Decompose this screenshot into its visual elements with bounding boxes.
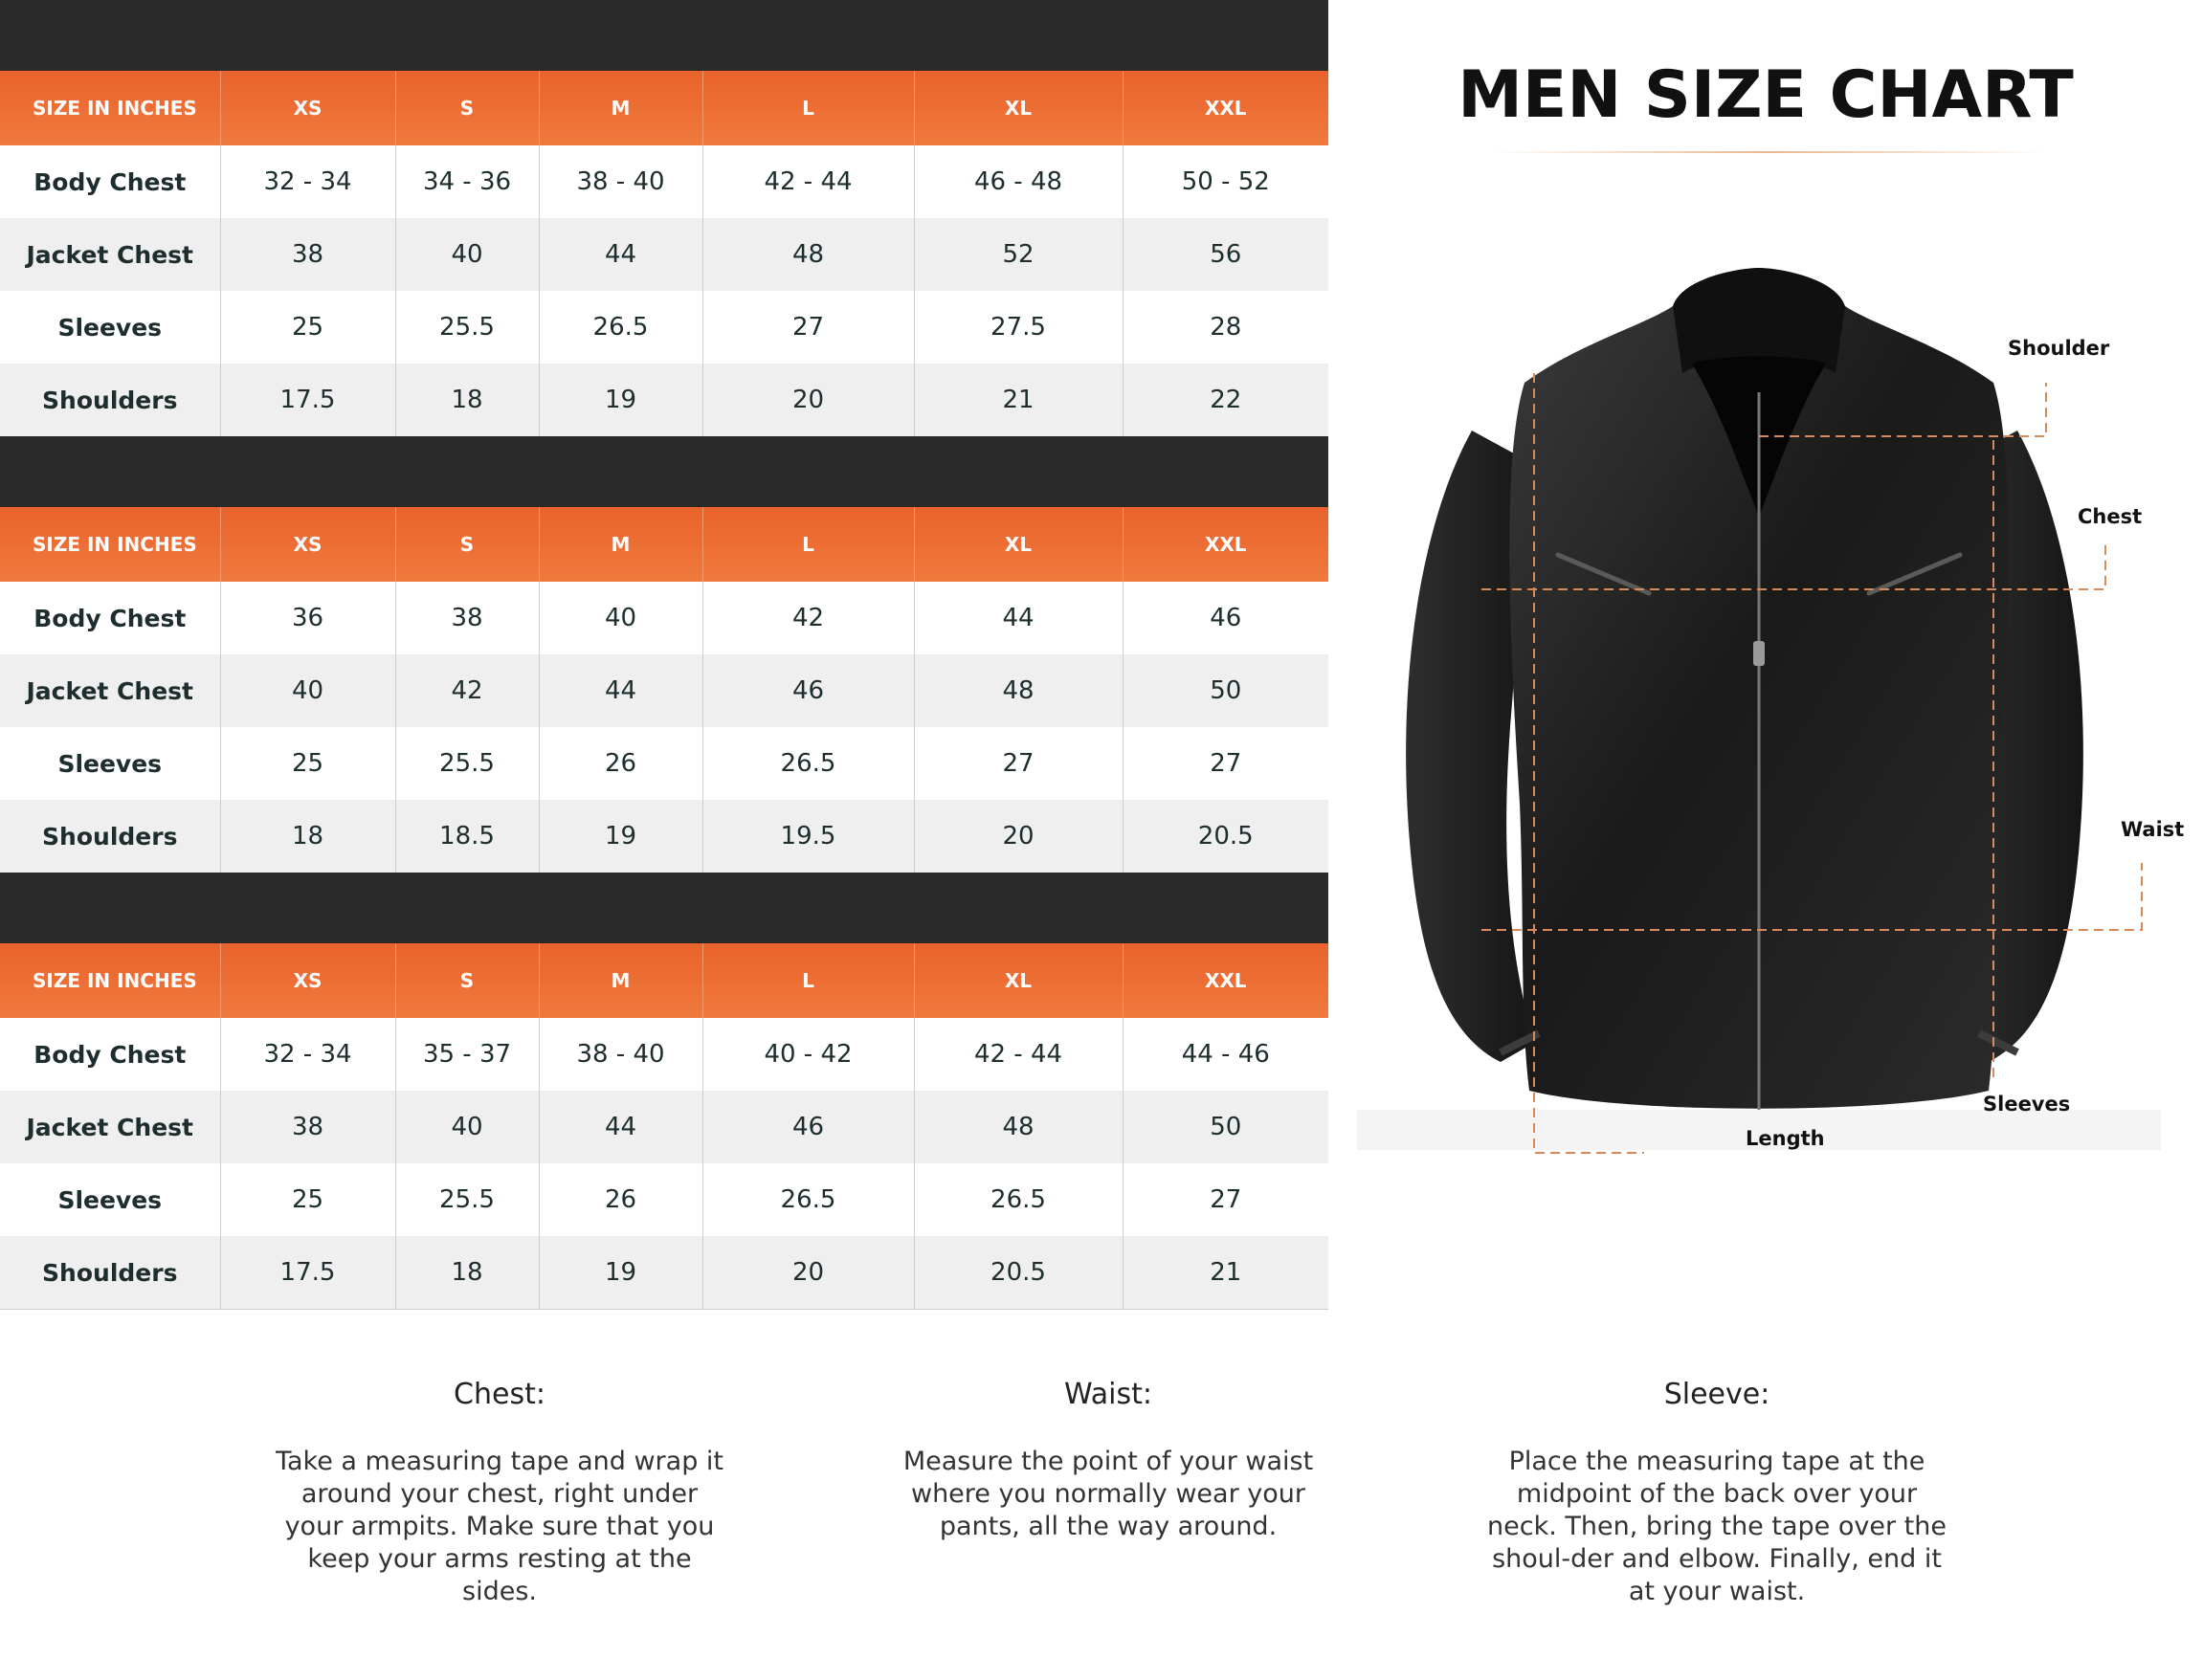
size-header: S (395, 943, 539, 1018)
tip-chest (270, 1378, 729, 1608)
size-chart-panel (1328, 0, 2203, 1320)
length-label: Length (1746, 1127, 1825, 1150)
table-cell: 50 (1123, 654, 1328, 727)
size-header: XL (914, 71, 1123, 145)
table-cell: 38 (220, 1091, 395, 1163)
table-cell: 26 (539, 1163, 702, 1236)
size-header: L (702, 943, 914, 1018)
table-row (0, 727, 1328, 800)
size-header-label: SIZE IN INCHES (0, 943, 220, 1018)
table-cell: 27 (702, 291, 914, 364)
measurement-tips (0, 1378, 2203, 1665)
table-cell: 50 (1123, 1091, 1328, 1163)
row-label: Jacket Chest (0, 654, 220, 727)
size-header: L (702, 507, 914, 582)
row-label: Sleeves (0, 1163, 220, 1236)
table-cell: 38 - 40 (539, 1018, 702, 1091)
table-cell: 17.5 (220, 364, 395, 436)
chest-label: Chest (2078, 505, 2143, 528)
table-cell: 18 (395, 364, 539, 436)
table-cell: 19.5 (702, 800, 914, 873)
table-cell: 40 - 42 (702, 1018, 914, 1091)
table-cell: 19 (539, 1236, 702, 1310)
table-row (0, 1163, 1328, 1236)
sleeves-label: Sleeves (1983, 1093, 2071, 1116)
tip-text: Measure the point of your waist where you normally wear your pants, all the way around. (902, 1447, 1314, 1541)
size-header-label: SIZE IN INCHES (0, 71, 220, 145)
size-header: S (395, 71, 539, 145)
size-header-label: SIZE IN INCHES (0, 507, 220, 582)
row-label: Jacket Chest (0, 218, 220, 291)
table-cell: 36 (220, 582, 395, 654)
table-cell: 38 - 40 (539, 145, 702, 218)
table-cell: 40 (539, 582, 702, 654)
table-cell: 46 (702, 654, 914, 727)
table-cell: 40 (395, 218, 539, 291)
section-divider-band (0, 436, 1328, 507)
size-header: M (539, 71, 702, 145)
table-row (0, 1018, 1328, 1091)
table-cell: 18 (220, 800, 395, 873)
size-table-3 (0, 943, 1328, 1310)
section-divider-band (0, 873, 1328, 943)
size-header: XXL (1123, 507, 1328, 582)
row-label: Shoulders (0, 364, 220, 436)
tip-title: Sleeve: (1663, 1378, 1770, 1411)
row-label: Body Chest (0, 582, 220, 654)
table-cell: 38 (220, 218, 395, 291)
table-cell: 25 (220, 291, 395, 364)
table-cell: 20 (702, 1236, 914, 1310)
size-header: M (539, 507, 702, 582)
shoulder-label: Shoulder (2008, 337, 2110, 360)
waist-label: Waist (2121, 818, 2185, 841)
row-label: Jacket Chest (0, 1091, 220, 1163)
table-row (0, 218, 1328, 291)
size-header: L (702, 71, 914, 145)
jacket-illustration (1357, 268, 2161, 1167)
table-row (0, 800, 1328, 873)
table-cell: 48 (914, 1091, 1123, 1163)
table-cell: 19 (539, 364, 702, 436)
table-cell: 17.5 (220, 1236, 395, 1310)
table-row (0, 654, 1328, 727)
table-cell: 26.5 (914, 1163, 1123, 1236)
table-cell: 20.5 (1123, 800, 1328, 873)
table-cell: 26 (539, 727, 702, 800)
table-row (0, 582, 1328, 654)
table-cell: 27 (1123, 1163, 1328, 1236)
table-cell: 40 (220, 654, 395, 727)
table-cell: 46 (702, 1091, 914, 1163)
size-header: XXL (1123, 71, 1328, 145)
table-cell: 44 - 46 (1123, 1018, 1328, 1091)
size-header: XL (914, 507, 1123, 582)
table-cell: 32 - 34 (220, 1018, 395, 1091)
size-header: XS (220, 507, 395, 582)
size-tables (0, 0, 1328, 1310)
table-cell: 19 (539, 800, 702, 873)
table-cell: 27 (914, 727, 1123, 800)
table-cell: 44 (539, 218, 702, 291)
size-header: XL (914, 943, 1123, 1018)
table-cell: 21 (1123, 1236, 1328, 1310)
table-cell: 32 - 34 (220, 145, 395, 218)
table-row (0, 364, 1328, 436)
table-cell: 20 (702, 364, 914, 436)
title-divider (1491, 151, 2046, 153)
table-cell: 40 (395, 1091, 539, 1163)
table-cell: 18 (395, 1236, 539, 1310)
table-cell: 25 (220, 727, 395, 800)
size-header: XXL (1123, 943, 1328, 1018)
table-cell: 26.5 (702, 1163, 914, 1236)
row-label: Shoulders (0, 800, 220, 873)
row-label: Sleeves (0, 727, 220, 800)
table-row (0, 1236, 1328, 1310)
table-cell: 22 (1123, 364, 1328, 436)
tip-sleeve (1487, 1378, 1947, 1608)
size-table-1 (0, 71, 1328, 436)
table-cell: 21 (914, 364, 1123, 436)
size-header: XS (220, 71, 395, 145)
tip-text: Take a measuring tape and wrap it around your chest, right under your armpits. Make sure that you keep your arms resting at the sides. (275, 1447, 724, 1606)
table-cell: 56 (1123, 218, 1328, 291)
table-cell: 26.5 (539, 291, 702, 364)
table-row (0, 145, 1328, 218)
table-cell: 50 - 52 (1123, 145, 1328, 218)
table-cell: 46 - 48 (914, 145, 1123, 218)
table-cell: 44 (539, 654, 702, 727)
row-label: Sleeves (0, 291, 220, 364)
table-cell: 46 (1123, 582, 1328, 654)
chart-title: MEN SIZE CHART (1458, 57, 2074, 133)
table-row (0, 291, 1328, 364)
table-cell: 44 (539, 1091, 702, 1163)
table-cell: 34 - 36 (395, 145, 539, 218)
table-cell: 42 (395, 654, 539, 727)
table-cell: 42 - 44 (702, 145, 914, 218)
table-cell: 27 (1123, 727, 1328, 800)
table-cell: 25 (220, 1163, 395, 1236)
table-cell: 27.5 (914, 291, 1123, 364)
tip-text: Place the measuring tape at the midpoint of the back over your neck. Then, bring the tape over the shoul-der and elbow. Finally, end it at your waist. (1487, 1447, 1947, 1606)
table-cell: 48 (914, 654, 1123, 727)
table-row (0, 1091, 1328, 1163)
table-cell: 25.5 (395, 727, 539, 800)
table-cell: 35 - 37 (395, 1018, 539, 1091)
table-cell: 18.5 (395, 800, 539, 873)
tip-title: Chest: (454, 1378, 545, 1411)
table-cell: 52 (914, 218, 1123, 291)
table-cell: 25.5 (395, 291, 539, 364)
table-cell: 48 (702, 218, 914, 291)
table-cell: 20.5 (914, 1236, 1123, 1310)
table-cell: 28 (1123, 291, 1328, 364)
table-cell: 26.5 (702, 727, 914, 800)
row-label: Body Chest (0, 145, 220, 218)
table-cell: 44 (914, 582, 1123, 654)
size-header: M (539, 943, 702, 1018)
size-header: S (395, 507, 539, 582)
size-header: XS (220, 943, 395, 1018)
table-cell: 38 (395, 582, 539, 654)
row-label: Shoulders (0, 1236, 220, 1310)
size-table-2 (0, 507, 1328, 873)
table-cell: 25.5 (395, 1163, 539, 1236)
tip-waist (879, 1378, 1338, 1543)
table-cell: 42 (702, 582, 914, 654)
row-label: Body Chest (0, 1018, 220, 1091)
tip-title: Waist: (1064, 1378, 1152, 1411)
table-cell: 20 (914, 800, 1123, 873)
table-cell: 42 - 44 (914, 1018, 1123, 1091)
section-divider-band (0, 0, 1328, 71)
